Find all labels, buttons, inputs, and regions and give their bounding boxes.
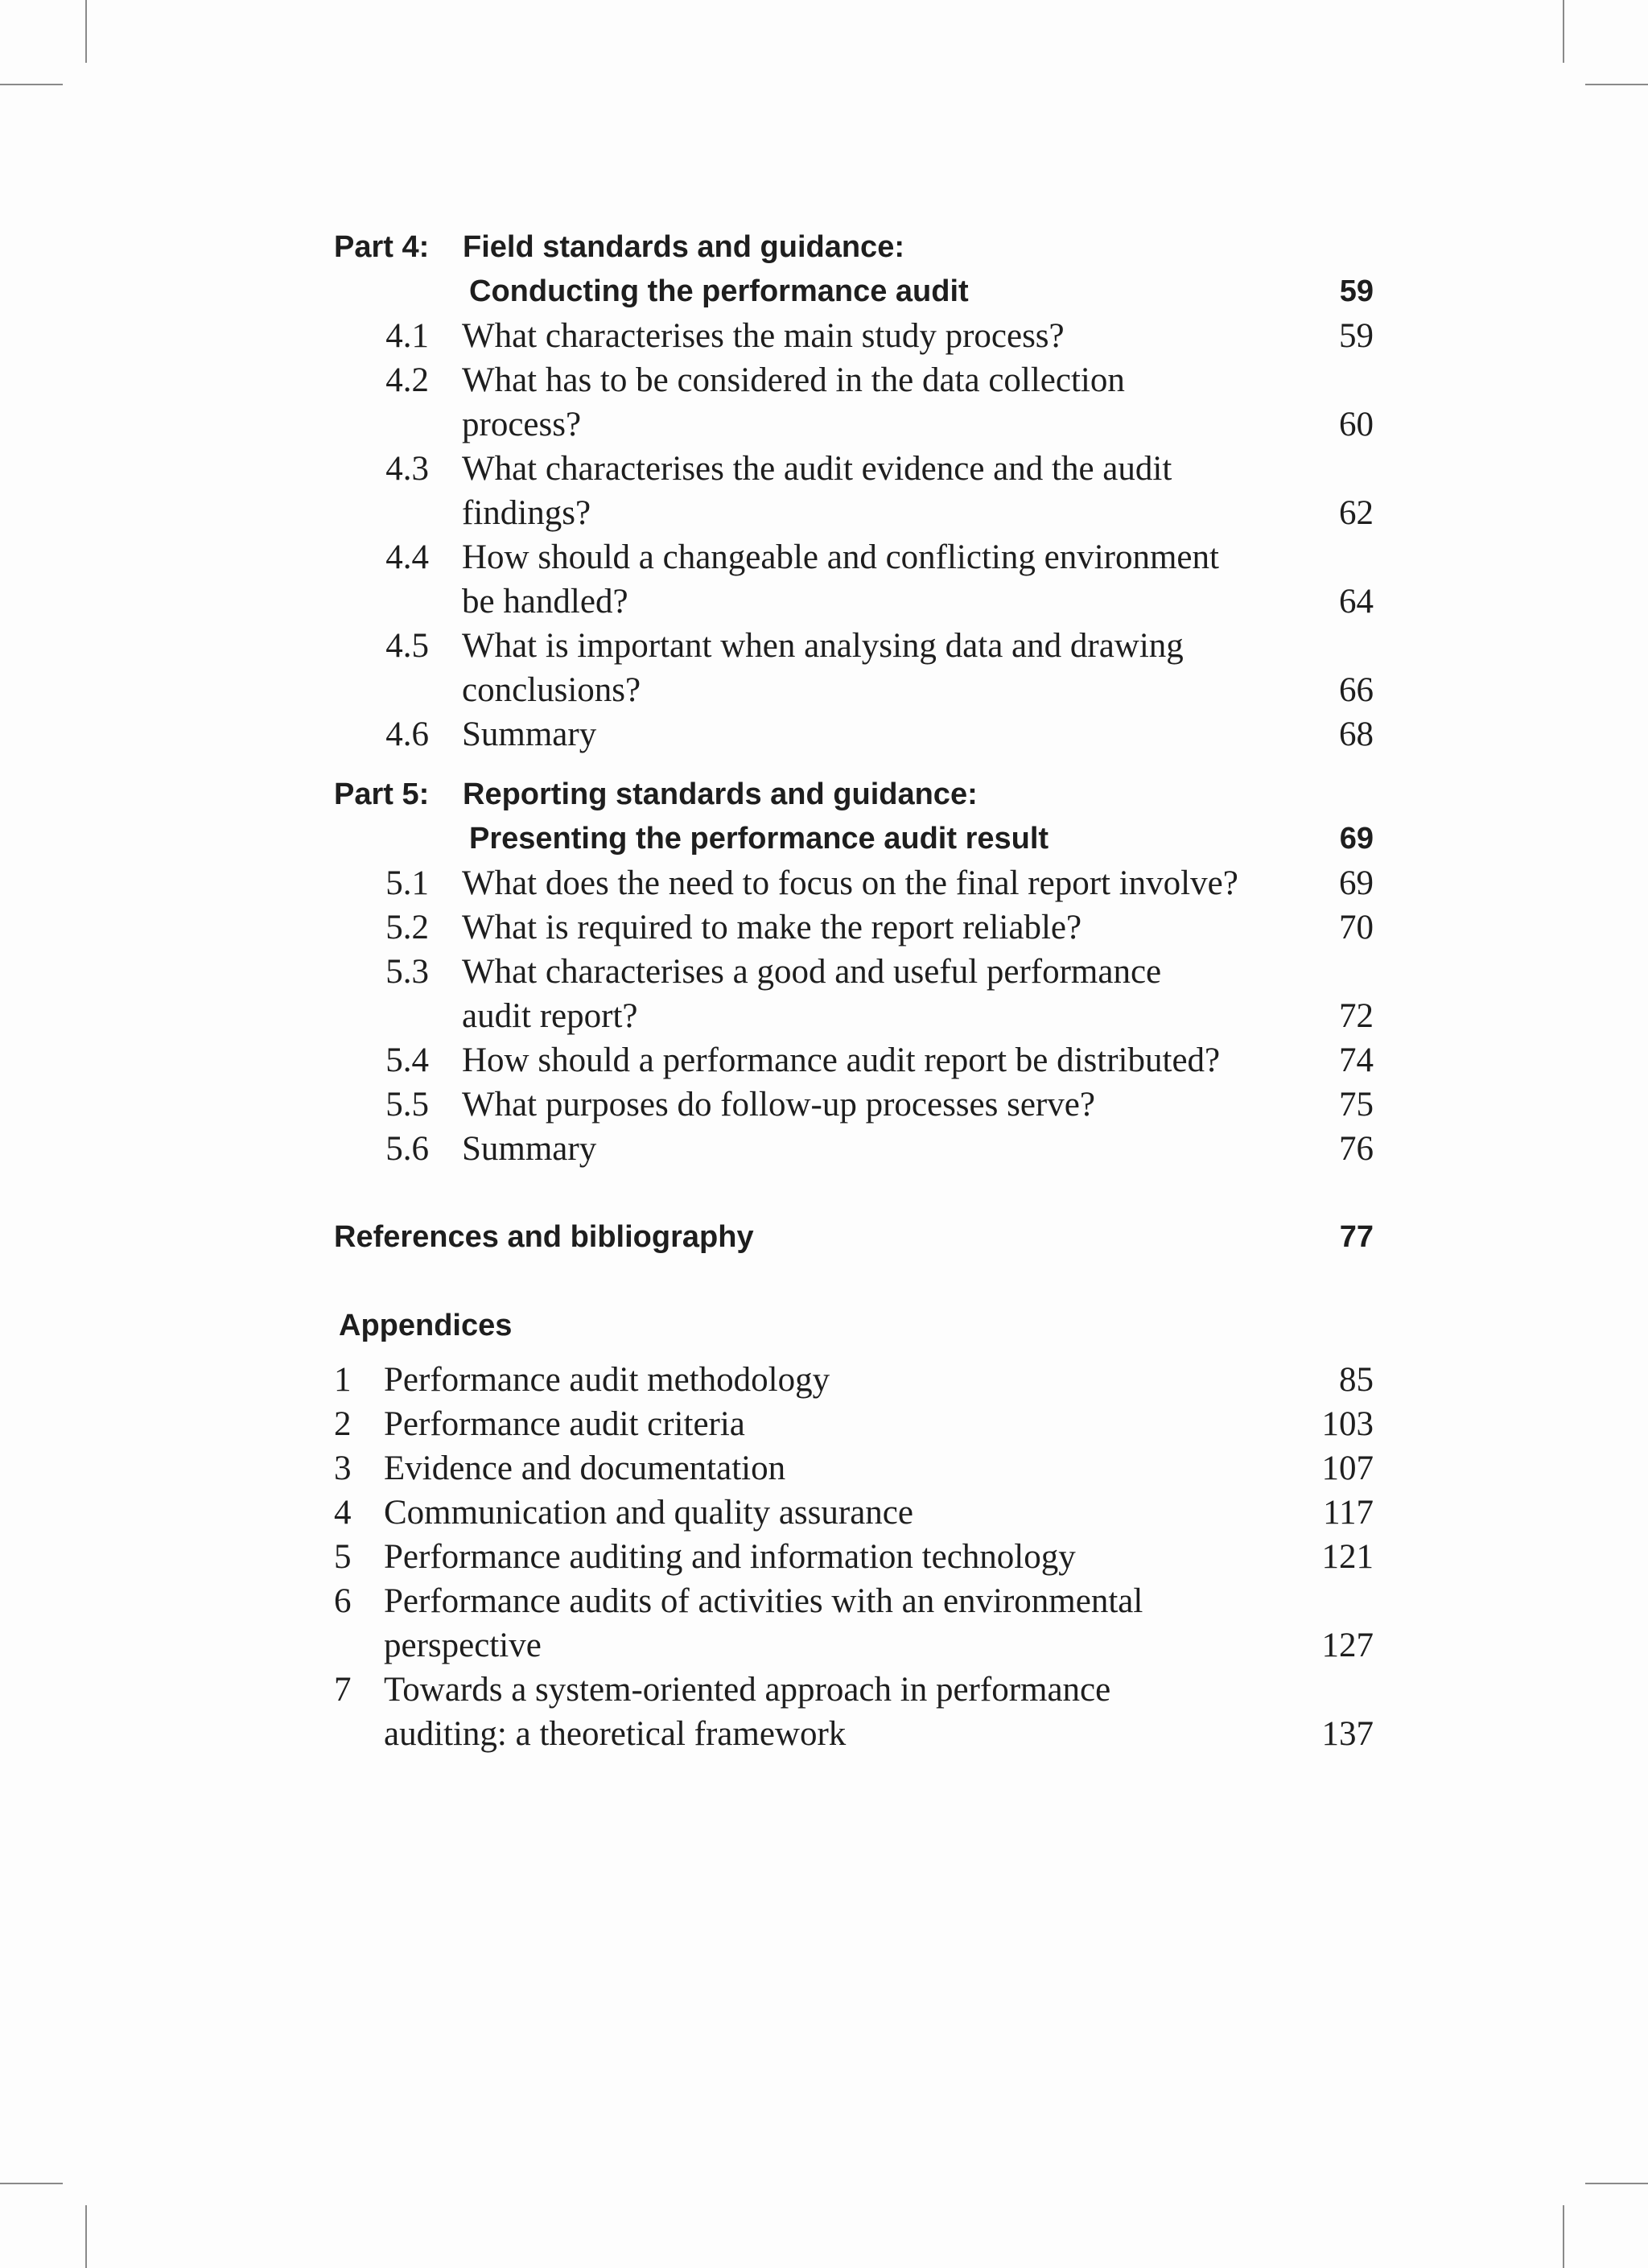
crop-mark-top-right-h [1585,84,1648,85]
page-number: 64 [1339,583,1374,621]
crop-mark-top-left [85,0,87,63]
part-title-line-1: Field standards and guidance: [463,230,904,264]
appendix-entry [334,1535,1374,1579]
page-number: 68 [1339,715,1374,753]
section-entry [334,994,1374,1038]
crop-mark-bottom-right [1563,2205,1564,2268]
entry-title: Summary [462,715,597,753]
entry-number: 6 [334,1582,352,1620]
entry-number: 5 [334,1538,352,1576]
references-label: References and bibliography [334,1220,754,1254]
appendix-entry [334,1402,1374,1446]
section-entry [334,905,1374,950]
crop-mark-top-left-h [0,84,63,85]
entry-title: What is required to make the report reliable? [462,909,1082,946]
table-of-contents [334,225,1374,1756]
entry-title: How should a performance audit report be distributed? [462,1041,1221,1079]
entry-number: 5.1 [385,864,429,902]
section-entry [334,712,1374,757]
entry-title: What is important when analysing data and drawing [462,627,1184,665]
page-number: 74 [1339,1041,1374,1079]
entry-number: 3 [334,1449,352,1487]
section-entry [334,358,1374,402]
entry-number: 4.3 [385,450,429,488]
entry-title: Towards a system-oriented approach in performance [384,1671,1111,1709]
entry-title: Performance audit criteria [384,1405,745,1443]
entry-number: 4.6 [385,715,429,753]
entry-title: auditing: a theoretical framework [384,1715,847,1753]
entry-number: 2 [334,1405,352,1443]
appendices-heading [334,1304,1374,1348]
page-number: 107 [1321,1449,1374,1487]
page-number: 117 [1323,1494,1374,1532]
entry-number: 4 [334,1494,352,1532]
entry-number: 4.4 [385,538,429,576]
page-number: 75 [1339,1086,1374,1124]
appendix-entry [334,1668,1374,1712]
entry-number: 4.5 [385,627,429,665]
references-entry [334,1215,1374,1260]
section-entry [334,314,1374,358]
section-entry [334,535,1374,579]
section-entry [334,579,1374,624]
appendix-entry [334,1712,1374,1756]
part4-heading-line2 [334,270,1374,314]
page-number: 60 [1339,406,1374,443]
page-number: 59 [1339,274,1374,308]
part-label: Part 4: [334,230,430,264]
part-title-line-2: Conducting the performance audit [469,274,969,308]
section-entry [334,1127,1374,1171]
section-entry [334,861,1374,905]
page-number: 72 [1339,997,1374,1035]
appendix-entry [334,1446,1374,1491]
page-number: 66 [1339,671,1374,709]
page-number: 121 [1321,1538,1374,1576]
entry-title: What characterises the audit evidence and the audit [462,450,1172,488]
appendix-list [334,1358,1374,1756]
page-number: 76 [1339,1130,1374,1168]
part-title-line-1: Reporting standards and guidance: [463,777,978,811]
section-entry [334,402,1374,447]
entry-title: Performance auditing and information technology [384,1538,1076,1576]
page-number: 62 [1339,494,1374,532]
entry-title: What purposes do follow-up processes serve? [462,1086,1095,1124]
entry-title: What does the need to focus on the final report involve? [462,864,1238,902]
entry-title: conclusions? [462,671,641,709]
section-entry [334,491,1374,535]
entry-number: 5.2 [385,909,429,946]
part-label: Part 5: [334,777,430,811]
page-number: 77 [1339,1220,1374,1254]
entry-title: perspective [384,1627,542,1664]
entry-title: findings? [462,494,591,532]
section-entry [334,668,1374,712]
appendix-entry [334,1623,1374,1668]
crop-mark-top-right [1563,0,1564,63]
entry-title: process? [462,406,582,443]
entry-title: What characterises the main study process? [462,317,1065,355]
entry-title: What characterises a good and useful performance [462,953,1162,991]
entry-number: 1 [334,1361,352,1399]
page-number: 85 [1339,1361,1374,1399]
page-number: 70 [1339,909,1374,946]
part-title-line-2: Presenting the performance audit result [469,822,1049,856]
part4-sections [334,314,1374,757]
crop-mark-bottom-right-h [1585,2183,1648,2184]
section-entry [334,950,1374,994]
appendix-entry [334,1579,1374,1623]
entry-title: Summary [462,1130,597,1168]
section-entry [334,624,1374,668]
entry-title: Performance audits of activities with an environmental [384,1582,1143,1620]
section-entry [334,1082,1374,1127]
crop-mark-bottom-left [85,2205,87,2268]
page-number: 59 [1339,317,1374,355]
page-number: 69 [1339,864,1374,902]
appendix-entry [334,1491,1374,1535]
entry-title: What has to be considered in the data collection [462,361,1125,399]
entry-number: 5.3 [385,953,429,991]
appendices-title: Appendices [339,1309,513,1342]
entry-title: Communication and quality assurance [384,1494,913,1532]
part5-heading-line2 [334,817,1374,861]
entry-title: be handled? [462,583,628,621]
appendix-entry [334,1358,1374,1402]
part5-sections [334,861,1374,1171]
entry-number: 7 [334,1671,352,1709]
page-number: 137 [1321,1715,1374,1753]
part5-heading [334,773,1374,817]
entry-title: How should a changeable and conflicting environment [462,538,1219,576]
page-number: 103 [1321,1405,1374,1443]
entry-title: Evidence and documentation [384,1449,786,1487]
page-number: 127 [1321,1627,1374,1664]
section-entry [334,447,1374,491]
entry-number: 5.4 [385,1041,429,1079]
entry-number: 4.2 [385,361,429,399]
page-number: 69 [1339,822,1374,856]
entry-title: audit report? [462,997,638,1035]
entry-number: 5.6 [385,1130,429,1168]
entry-title: Performance audit methodology [384,1361,830,1399]
crop-mark-bottom-left-h [0,2183,63,2184]
entry-number: 5.5 [385,1086,429,1124]
section-entry [334,1038,1374,1082]
part4-heading [334,225,1374,270]
entry-number: 4.1 [385,317,429,355]
